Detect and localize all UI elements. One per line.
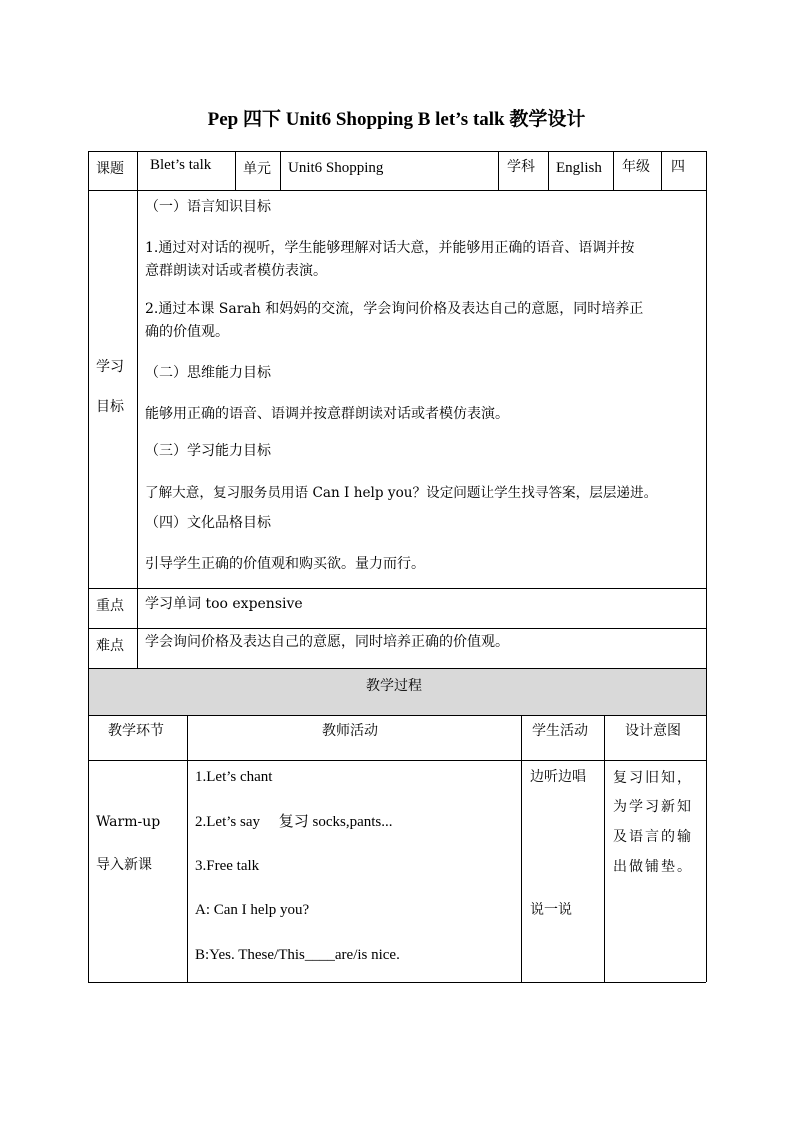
section-heading: （二）思维能力目标 [145,365,271,381]
objectives-label: 目标 [96,399,124,415]
table-border [88,668,89,716]
teacher-activity: 3.Free talk [195,858,260,874]
table-border [88,588,706,589]
table-border [521,715,522,982]
student-activity: 边听边唱 [530,769,586,785]
teacher-activity: 2.Let’s say 复习 socks,pants... [195,814,393,830]
paragraph-line: 1.通过对对话的视听，学生能够理解对话大意，并能够用正确的语音、语调并按 [145,240,635,256]
table-border [88,715,89,982]
stage-label: 导入新课 [96,857,152,873]
table-border [88,190,706,191]
grade-label: 年级 [622,159,650,175]
section-heading: （三）学习能力目标 [145,443,271,459]
design-intent-line: 出做铺垫。 [613,859,693,875]
topic-value: Blet’s talk [150,157,212,173]
table-border [88,715,706,716]
paragraph-line: 了解大意，复习服务员用语 Can I help you？设定问题让学生找寻答案，层层递进。 [145,485,658,501]
subject-label: 学科 [507,159,535,175]
section-heading: （四）文化品格目标 [145,515,271,531]
table-border [604,715,605,982]
grade-value: 四 [671,159,685,175]
table-border [706,715,707,982]
table-border [706,151,707,668]
objectives-label: 学习 [96,359,124,375]
difficulty-label: 难点 [96,638,124,654]
key-point-label: 重点 [96,598,124,614]
table-border [706,668,707,716]
key-point-value: 学习单词 too expensive [145,596,303,612]
table-border [548,151,549,190]
design-intent-line: 为学习新知 [613,799,693,815]
table-border [280,151,281,190]
design-intent-line: 及语言的输 [613,829,693,845]
stage-label: Warm-up [96,814,161,830]
document-title: Pep 四下 Unit6 Shopping B let’s talk 教学设计 [207,109,586,130]
paragraph-line: 2.通过本课 Sarah 和妈妈的交流，学会询问价格及表达自己的意愿，同时培养正 [145,301,644,317]
teacher-activity: 1.Let’s chant [195,769,273,785]
table-border [498,151,499,190]
paragraph-line: 意群朗读对话或者模仿表演。 [145,263,327,279]
paragraph-line: 确的价值观。 [145,324,229,340]
student-activity: 说一说 [530,902,572,918]
table-border [613,151,614,190]
table-border [187,715,188,982]
unit-value: Unit6 Shopping [288,160,384,176]
table-border [235,151,236,190]
difficulty-value: 学会询问价格及表达自己的意愿，同时培养正确的价值观。 [145,634,509,650]
teacher-activity: A: Can I help you? [195,902,310,918]
teacher-activity: B:Yes. These/This____are/is nice. [195,947,400,963]
col-header-teacher: 教师活动 [322,723,378,739]
unit-label: 单元 [243,161,271,177]
design-intent-line: 复习旧知， [613,770,693,786]
table-border [88,151,89,668]
table-border [88,760,706,761]
process-header: 教学过程 [366,678,422,694]
subject-value: English [556,160,602,176]
table-border [88,628,706,629]
table-border [137,151,138,668]
paragraph-line: 引导学生正确的价值观和购买欲。量力而行。 [145,556,425,572]
paragraph-line: 能够用正确的语音、语调并按意群朗读对话或者模仿表演。 [145,406,509,422]
col-header-student: 学生活动 [532,723,588,739]
col-header-stage: 教学环节 [108,723,164,739]
section-heading: （一）语言知识目标 [145,199,271,215]
topic-label: 课题 [96,161,124,177]
table-border [88,982,706,983]
col-header-intent: 设计意图 [625,723,681,739]
table-border [661,151,662,190]
